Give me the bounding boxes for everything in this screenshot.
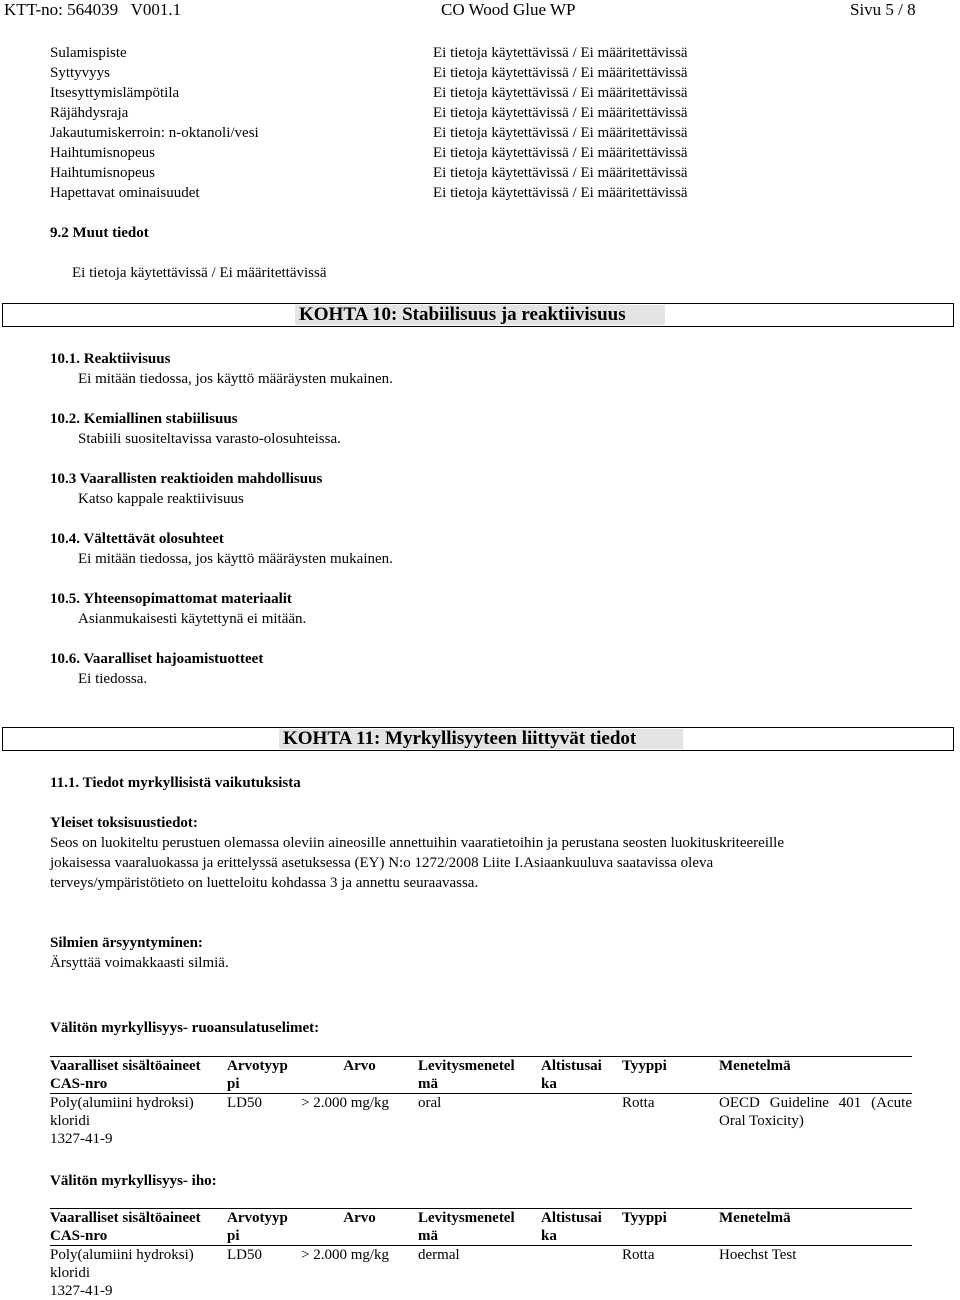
header-empty [719, 1075, 912, 1094]
section-10-item [50, 649, 263, 689]
item-heading: 10.4. Vältettävät olosuhteet [50, 531, 224, 547]
table-header-row [50, 1227, 912, 1246]
table-header-row [50, 1057, 912, 1076]
section-10-item [50, 349, 393, 389]
property-value: Ei tietoja käytettävissä / Ei määritettävissä [433, 145, 688, 161]
item-heading: 10.6. Vaaralliset hajoamistuotteet [50, 651, 264, 667]
section-10-item [50, 529, 393, 569]
document-id [4, 0, 181, 20]
value-cell: > 2.000 mg/kg [301, 1095, 390, 1111]
section-10-title: KOHTA 10: Stabiilisuus ja reaktiivisuus [299, 304, 626, 325]
header-value: Arvo [301, 1209, 418, 1228]
header-species: Altistusai [541, 1209, 622, 1228]
property-name: Sulamispiste [50, 45, 127, 61]
header-route: Levitysmenetel [418, 1057, 541, 1076]
property-row [50, 143, 730, 163]
header-substance: Vaaralliset sisältöaineet [50, 1057, 227, 1076]
header-species-cont: ka [541, 1075, 622, 1094]
header-empty [622, 1075, 719, 1094]
kind-cell: Rotta [622, 1095, 655, 1111]
property-value: Ei tietoja käytettävissä / Ei määritettävissä [433, 45, 688, 61]
header-empty [301, 1227, 418, 1246]
value-type-cell: LD50 [227, 1095, 262, 1111]
header-method: Menetelmä [719, 1057, 912, 1076]
general-toxicity-heading: Yleiset toksisuustiedot: [50, 815, 198, 831]
species-cell [541, 1246, 622, 1300]
header-cas: CAS-nro [50, 1227, 227, 1246]
header-route-cont: mä [418, 1075, 541, 1094]
header-substance: Vaaralliset sisältöaineet [50, 1209, 227, 1228]
item-text: Ei mitään tiedossa, jos käyttö määräysten mukainen. [78, 551, 393, 567]
property-row [50, 83, 730, 103]
header-value-type: Arvotyyp [227, 1209, 301, 1228]
property-row [50, 183, 730, 203]
header-empty [301, 1075, 418, 1094]
header-empty [719, 1227, 912, 1246]
property-value: Ei tietoja käytettävissä / Ei määritettävissä [433, 125, 688, 141]
property-name: Itsesyttymislämpötila [50, 85, 180, 101]
general-toxicity-line: jokaisessa vaaraluokassa ja erittelyssä asetuksessa (EY) N:o 1272/2008 Liite I.Asiaankuuluva saatavissa oleva [50, 855, 714, 871]
product-name: CO Wood Glue WP [441, 0, 576, 19]
general-toxicity-line: Seos on luokiteltu perustuen olemassa oleviin aineosille annettuihin vaaratietoihin ja perustana seosten luokituskriteereille [50, 835, 784, 851]
property-row [50, 103, 730, 123]
value-type-cell: LD50 [227, 1247, 262, 1263]
ktt-number: KTT-no: 564039 [4, 0, 119, 19]
substance-cell: Poly(alumiini hydroksi) kloridi 1327-41-9 [50, 1247, 194, 1299]
section-9-2-text: Ei tietoja käytettävissä / Ei määritettävissä [72, 265, 327, 281]
section-10-item [50, 589, 306, 629]
header-empty [622, 1227, 719, 1246]
table-header-row [50, 1209, 912, 1228]
header-method: Menetelmä [719, 1209, 912, 1228]
property-row [50, 63, 730, 83]
property-name: Jakautumiskerroin: n-oktanoli/vesi [50, 125, 259, 141]
table-header-row [50, 1075, 912, 1094]
eye-irritation-text: Ärsyttää voimakkaasti silmiä. [50, 955, 229, 971]
property-name: Haihtumisnopeus [50, 165, 155, 181]
property-value: Ei tietoja käytettävissä / Ei määritettävissä [433, 165, 688, 181]
kind-cell: Rotta [622, 1247, 655, 1263]
property-row [50, 43, 730, 63]
header-value-type-cont: pi [227, 1227, 301, 1246]
oral-toxicity-heading: Välitön myrkyllisyys- ruoansulatuselimet: [50, 1020, 320, 1036]
property-name: Hapettavat ominaisuudet [50, 185, 200, 201]
eye-irritation-heading: Silmien ärsyyntyminen: [50, 935, 203, 951]
section-11-banner [2, 727, 954, 751]
table-row [50, 1246, 912, 1300]
header-species: Altistusai [541, 1057, 622, 1076]
property-value: Ei tietoja käytettävissä / Ei määritettävissä [433, 65, 688, 81]
item-heading: 10.1. Reaktiivisuus [50, 351, 171, 367]
item-text: Ei tiedossa. [78, 671, 148, 687]
skin-toxicity-table [50, 1208, 912, 1300]
section-10-banner [2, 303, 954, 327]
item-text: Stabiili suositeltavissa varasto-olosuhteissa. [78, 431, 341, 447]
table-row [50, 1094, 912, 1149]
header-value-type-cont: pi [227, 1075, 301, 1094]
general-toxicity-line: terveys/ympäristötieto on luetteloitu kohdassa 3 ja annettu seuraavassa. [50, 875, 479, 891]
method-cell: OECD Guideline 401 (Acute Oral Toxicity) [719, 1095, 912, 1129]
header-species-cont: ka [541, 1227, 622, 1246]
item-text: Ei mitään tiedossa, jos käyttö määräysten mukainen. [78, 371, 393, 387]
property-value: Ei tietoja käytettävissä / Ei määritettävissä [433, 105, 688, 121]
property-name: Syttyvyys [50, 65, 111, 81]
route-cell: dermal [418, 1247, 460, 1263]
section-9-2-heading: 9.2 Muut tiedot [50, 225, 149, 241]
item-text: Katso kappale reaktiivisuus [78, 491, 244, 507]
section-10-item [50, 469, 322, 509]
substance-cell: Poly(alumiini hydroksi) kloridi 1327-41-9 [50, 1095, 194, 1147]
property-row [50, 123, 730, 143]
header-value-type: Arvotyyp [227, 1057, 301, 1076]
route-cell: oral [418, 1095, 442, 1111]
property-value: Ei tietoja käytettävissä / Ei määritettävissä [433, 185, 688, 201]
header-kind: Tyyppi [622, 1209, 719, 1228]
property-name: Haihtumisnopeus [50, 145, 155, 161]
header-cas: CAS-nro [50, 1075, 227, 1094]
header-kind: Tyyppi [622, 1057, 719, 1076]
page-number: Sivu 5 / 8 [850, 0, 916, 19]
item-text: Asianmukaisesti käytettynä ei mitään. [78, 611, 307, 627]
header-route-cont: mä [418, 1227, 541, 1246]
item-heading: 10.5. Yhteensopimattomat materiaalit [50, 591, 292, 607]
item-heading: 10.3 Vaarallisten reaktioiden mahdollisuus [50, 471, 323, 487]
header-route: Levitysmenetel [418, 1209, 541, 1228]
oral-toxicity-table [50, 1056, 912, 1148]
property-value: Ei tietoja käytettävissä / Ei määritettävissä [433, 85, 688, 101]
header-value: Arvo [301, 1057, 418, 1076]
section-11-1-heading: 11.1. Tiedot myrkyllisistä vaikutuksista [50, 775, 301, 791]
value-cell: > 2.000 mg/kg [301, 1247, 390, 1263]
section-11-title: KOHTA 11: Myrkyllisyyteen liittyvät tiedot [283, 728, 637, 749]
method-cell: Hoechst Test [719, 1247, 797, 1263]
species-cell [541, 1094, 622, 1149]
item-heading: 10.2. Kemiallinen stabiilisuus [50, 411, 238, 427]
property-row [50, 163, 730, 183]
property-name: Räjähdysraja [50, 105, 129, 121]
skin-toxicity-heading: Välitön myrkyllisyys- iho: [50, 1173, 217, 1189]
version-number: V001.1 [130, 0, 182, 19]
section-10-item [50, 409, 341, 449]
